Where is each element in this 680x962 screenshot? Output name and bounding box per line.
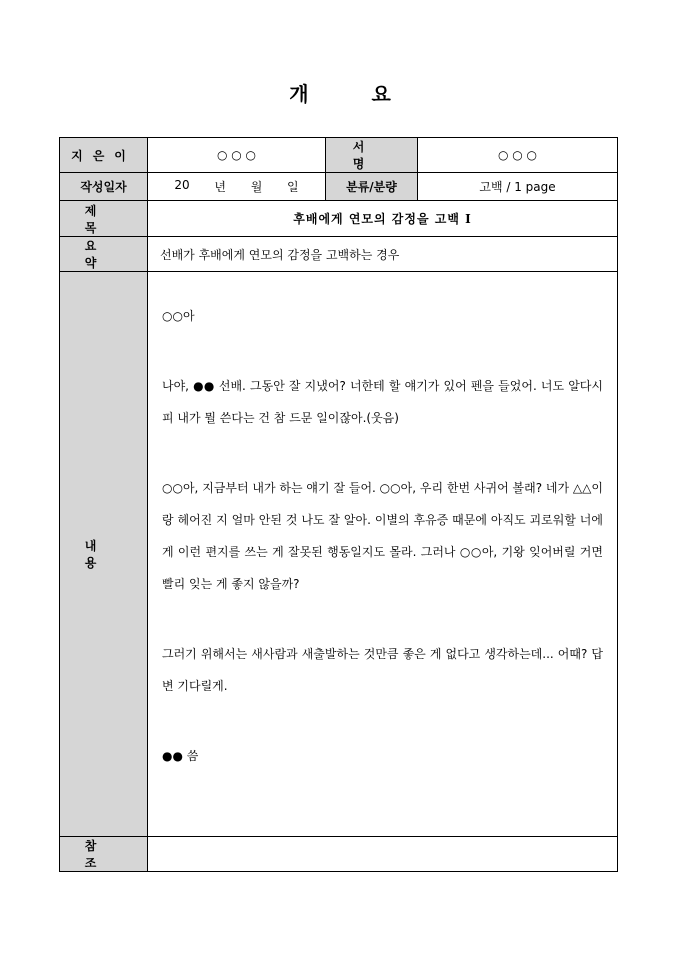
letter-paragraph-2: ○○아, 지금부터 내가 하는 얘기 잘 들어. ○○아, 우리 한번 사귀어 볼래? 네가 △△이랑 헤어진 지 얼마 안된 것 나도 잘 알아. 이별의 후유증 때문에 아직도 괴로워할 너에게 이런 편지를 쓰는 게 잘못된 행동일지도 몰라. 그러나 ○○아, 기왕 잊어버릴 거면 빨리 잊는 게 좋지 않을까? <box>162 481 603 591</box>
label-author: 지은이 <box>60 138 148 173</box>
value-author: ○ ○ ○ <box>148 138 326 173</box>
date-month-unit: 월 <box>250 180 263 194</box>
row-content <box>60 272 618 837</box>
label-date: 작성일자 <box>60 173 148 201</box>
row-author <box>60 138 618 173</box>
label-content: 내 용 <box>60 272 148 837</box>
row-date <box>60 173 618 201</box>
letter-paragraph-1: 나야, ●● 선배. 그동안 잘 지냈어? 너한테 할 얘기가 있어 펜을 들었어. 너도 알다시피 내가 뭘 쓴다는 건 참 드문 일이잖아.(웃음) <box>162 379 603 425</box>
document-title: 개 요 <box>289 82 419 106</box>
value-category: 고백 / 1 page <box>418 173 618 201</box>
row-reference <box>60 837 618 872</box>
value-reference <box>148 837 618 872</box>
date-year: 20 <box>174 178 190 192</box>
date-day-unit: 일 <box>287 180 299 194</box>
value-content <box>148 272 618 837</box>
row-summary <box>60 237 618 272</box>
label-signature: 서 명 <box>326 138 418 173</box>
letter-greeting: ○○아 <box>162 309 195 323</box>
label-summary: 요 약 <box>60 237 148 272</box>
value-subject: 후배에게 연모의 감정을 고백 Ⅰ <box>148 201 618 237</box>
label-category: 분류/분량 <box>326 173 418 201</box>
label-reference: 참 조 <box>60 837 148 872</box>
date-year-unit: 년 <box>214 180 226 194</box>
value-date <box>148 173 326 201</box>
value-summary: 선배가 후배에게 연모의 감정을 고백하는 경우 <box>148 237 618 272</box>
letter-paragraph-3: 그러기 위해서는 새사람과 새출발하는 것만큼 좋은 게 없다고 생각하는데... 어때? 답변 기다릴게. <box>162 647 603 693</box>
row-subject <box>60 201 618 237</box>
summary-form-table <box>59 137 618 872</box>
value-signature: ○ ○ ○ <box>418 138 618 173</box>
letter-closing: ●● 씀 <box>162 749 199 763</box>
label-subject: 제 목 <box>60 201 148 237</box>
